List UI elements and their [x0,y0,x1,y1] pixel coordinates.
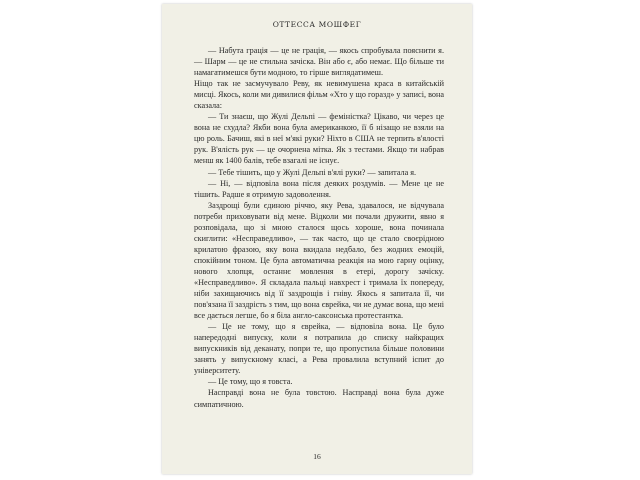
paragraph: Заздрощі були єдиною річчю, яку Рева, здавалося, не відчувала потреби приховувати від мене. Відколи ми почали дружити, явно я розповідала, що зі мною сталося щось хороше, вона починала скиглити: «Несправедливо», — так часто, що це стало своєрідною крилатою фразою, яку вона вкидала недбало, без жодних емоцій, спокійним тоном. Це була автоматична реакція на мою гарну оцінку, нового хлопця, останнє мовлення в етері, дорогу зачіску. «Несправедливо». Я складала пальці навхрест і тримала їх попереду, ніби захищаючись від її заздрощів і гніву. Якось я запитала її, чи пов'язана її заздрість з тим, що вона єврейка, чи не думає вона, що мені все дається легше, бо я біла англо-саксонська протестантка. [194,200,444,321]
page-number: 16 [313,452,321,461]
paragraph: Ніщо так не засмучувало Реву, як невимушена краса в китайській мисці. Якось, коли ми дивилися фільм «Хто у що горазд» у записі, вона сказала: [194,79,444,111]
paragraph: — Це тому, що я товста. [208,377,293,387]
page-body [194,45,444,410]
paragraph: — Набута грація — це не грація, — якось спробувала пояснити я. — Шарм — це не стильна зачіска. Він або є, або немає. Що більше ти намагатимешся бути модною, то гірше виглядатимеш. [194,46,444,78]
paragraph: — Тебе тішить, що у Жулі Дельпі в'ялі руки? — запитала я. [208,167,417,177]
paragraph: Насправді вона не була товстою. Насправді вона була дуже симпатичною. [194,388,444,409]
book-page [162,4,472,474]
running-head-author: ОТТЕССА МОШФЕГ [272,20,362,29]
paragraph: — Ти знаєш, що Жулі Дельпі — феміністка? Цікаво, чи через це вона не схудла? Якби вона була американкою, її б нізащо не взяли на цю роль. Бачиш, які в неї м'які руки? Ніхто в США не терпить в'ялості рук. В'ялість рук — це очорнена мітка. Як з тестами. Якщо ти набрав менш як 1400 балів, тебе взагалі не існує. [194,112,444,166]
paragraph: — Ні, — відповіла вона після деяких роздумів. — Мене це не тішить. Радше я отримую задоволення. [194,178,444,199]
paragraph: — Це не тому, що я єврейка, — відповіла вона. Це було напередодні випуску, коли я потрапила до списку найкращих випускників від деканату, попри те, що пропустила більше половини занять у випускному класі, а Рева провалила вступний іспит до університету. [194,322,444,376]
